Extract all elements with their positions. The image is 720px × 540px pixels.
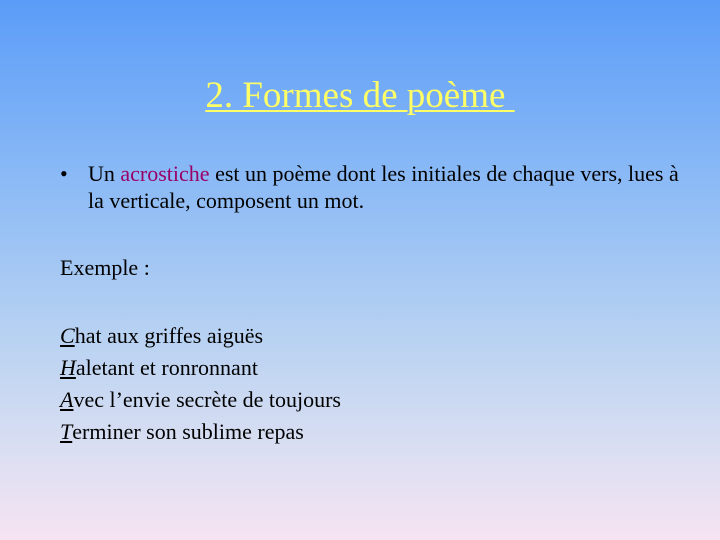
poem-line: [60, 416, 341, 448]
keyword-acrostiche: acrostiche: [120, 161, 210, 186]
bullet-icon: •: [60, 161, 68, 186]
poem-initial: A: [60, 387, 74, 412]
bullet-item: [60, 160, 700, 214]
poem-line-text: vec l’envie secrète de toujours: [73, 387, 341, 412]
poem-line: [60, 384, 341, 416]
poem-line-text: aletant et ronronnant: [75, 355, 258, 380]
poem-line-text: hat aux griffes aiguës: [74, 323, 264, 348]
acrostic-poem: [60, 320, 341, 448]
example-label: Exemple :: [60, 255, 150, 280]
bullet-text-start: Un: [88, 161, 121, 186]
poem-initial: C: [60, 323, 75, 348]
poem-initial: H: [60, 355, 76, 380]
bullet-text: [88, 160, 700, 214]
poem-line: [60, 320, 341, 352]
bullet-text-end: est un poème dont les initiales de chaque vers, lues à la verticale, composent un mot.: [88, 161, 679, 213]
poem-initial: T: [60, 419, 73, 444]
poem-line-text: erminer son sublime repas: [72, 419, 304, 444]
slide-title: 2. Formes de poème: [205, 75, 515, 116]
poem-line: [60, 352, 341, 384]
